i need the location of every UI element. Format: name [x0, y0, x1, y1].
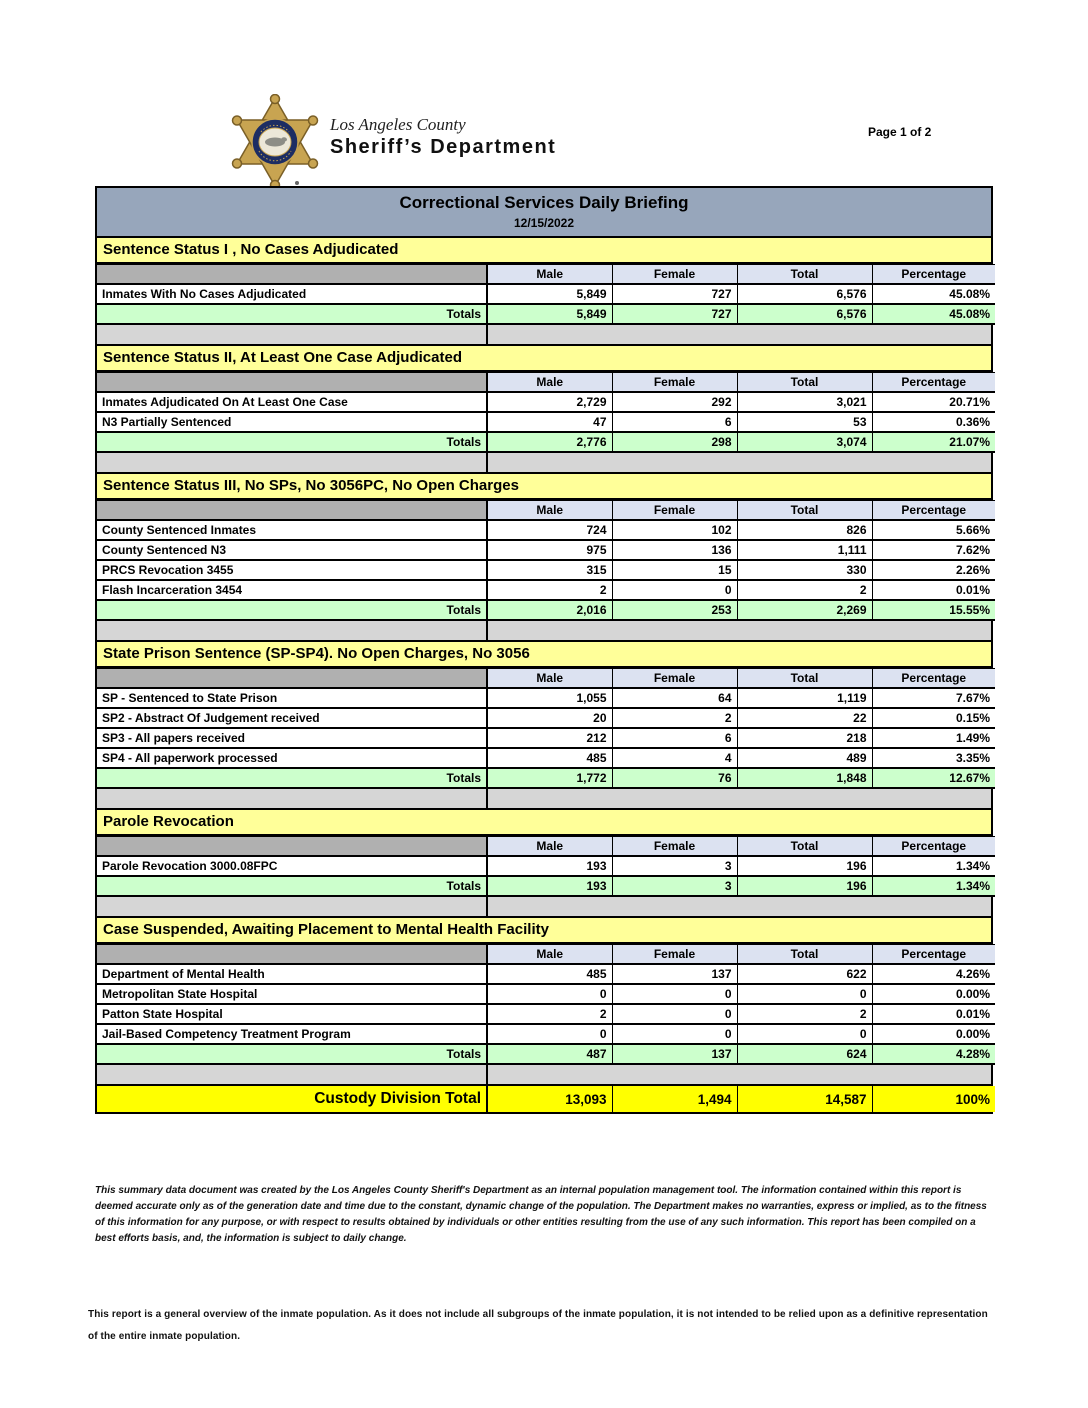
data-row: [97, 964, 995, 984]
column-header-female: Female: [612, 945, 737, 965]
male-value-cell: 485: [487, 748, 612, 768]
totals-female-cell: 76: [612, 768, 737, 788]
column-header-percentage: Percentage: [872, 373, 995, 393]
brand-department-label: Sheriff’s Department: [330, 135, 557, 158]
total-value-cell: 622: [737, 964, 872, 984]
total-value-cell: 1,111: [737, 540, 872, 560]
totals-row: [97, 1044, 995, 1064]
female-value-cell: 0: [612, 580, 737, 600]
totals-row: [97, 876, 995, 896]
data-row: [97, 748, 995, 768]
column-header-male: Male: [487, 837, 612, 857]
row-label-cell: SP3 - All papers received: [97, 728, 487, 748]
total-value-cell: 196: [737, 856, 872, 876]
report-title-band: [97, 188, 991, 238]
female-value-cell: 727: [612, 284, 737, 304]
section-header: Case Suspended, Awaiting Placement to Mental Health Facility: [97, 918, 991, 944]
disclaimer-text: This summary data document was created by the Los Angeles County Sheriff's Department as an internal population management tool. The information contained within this report is deemed accurate only as of the generation date and time due to the constant, dynamic change of the population. The Department makes no warranties, express or implied, as to the fitness of this information for any purpose, or with respect to results obtained by individuals or other entities resulting from the use of any such information. This report has been compiled on a best efforts basis, and, the information is subject to daily change.: [95, 1185, 987, 1244]
total-value-cell: 330: [737, 560, 872, 580]
percentage-value-cell: 0.15%: [872, 708, 995, 728]
totals-male-cell: 487: [487, 1044, 612, 1064]
column-header-total: Total: [737, 837, 872, 857]
row-label-cell: Metropolitan State Hospital: [97, 984, 487, 1004]
totals-total-cell: 2,269: [737, 600, 872, 620]
totals-female-cell: 253: [612, 600, 737, 620]
male-value-cell: 193: [487, 856, 612, 876]
female-value-cell: 0: [612, 984, 737, 1004]
male-value-cell: 0: [487, 1024, 612, 1044]
total-value-cell: 2: [737, 1004, 872, 1024]
column-header-percentage: Percentage: [872, 669, 995, 689]
male-value-cell: 20: [487, 708, 612, 728]
custody-total-label: Custody Division Total: [97, 1086, 487, 1112]
totals-male-cell: 2,016: [487, 600, 612, 620]
sections-container: [97, 238, 991, 1086]
column-header-row: [97, 501, 995, 521]
total-value-cell: 1,119: [737, 688, 872, 708]
totals-female-cell: 137: [612, 1044, 737, 1064]
totals-female-cell: 298: [612, 432, 737, 452]
column-header-female: Female: [612, 265, 737, 285]
totals-male-cell: 1,772: [487, 768, 612, 788]
female-value-cell: 102: [612, 520, 737, 540]
column-header-total: Total: [737, 501, 872, 521]
section-sentence-status-iii-no-sps-no-3056pc-no-open-charges: [97, 474, 991, 642]
male-value-cell: 5,849: [487, 284, 612, 304]
section-header: State Prison Sentence (SP-SP4). No Open Charges, No 3056: [97, 642, 991, 668]
row-label-cell: County Sentenced Inmates: [97, 520, 487, 540]
totals-percentage-cell: 21.07%: [872, 432, 995, 452]
row-label-cell: Flash Incarceration 3454: [97, 580, 487, 600]
female-value-cell: 292: [612, 392, 737, 412]
row-label-cell: N3 Partially Sentenced: [97, 412, 487, 432]
column-header-row: [97, 373, 995, 393]
male-value-cell: 975: [487, 540, 612, 560]
column-header-male: Male: [487, 373, 612, 393]
totals-male-cell: 2,776: [487, 432, 612, 452]
section-spacer: [97, 1065, 991, 1086]
total-value-cell: 489: [737, 748, 872, 768]
female-value-cell: 0: [612, 1004, 737, 1024]
female-value-cell: 6: [612, 412, 737, 432]
percentage-value-cell: 7.67%: [872, 688, 995, 708]
data-row: [97, 412, 995, 432]
total-value-cell: 0: [737, 1024, 872, 1044]
percentage-value-cell: 1.34%: [872, 856, 995, 876]
footer-note: This report is a general overview of the inmate population. As it does not include all subgroups of the inmate population, it is not intended to be relied upon as a definitive representation of the entire inmate population.: [88, 1309, 988, 1342]
percentage-value-cell: 4.26%: [872, 964, 995, 984]
column-header-male: Male: [487, 265, 612, 285]
data-row: [97, 1004, 995, 1024]
section-table: [97, 944, 995, 1065]
totals-total-cell: 3,074: [737, 432, 872, 452]
column-header-row: [97, 669, 995, 689]
total-value-cell: 826: [737, 520, 872, 540]
column-header-percentage: Percentage: [872, 837, 995, 857]
percentage-value-cell: 5.66%: [872, 520, 995, 540]
totals-total-cell: 6,576: [737, 304, 872, 324]
data-row: [97, 1024, 995, 1044]
column-header-male: Male: [487, 945, 612, 965]
female-value-cell: 0: [612, 1024, 737, 1044]
custody-total-total: 14,587: [737, 1086, 872, 1112]
female-value-cell: 4: [612, 748, 737, 768]
totals-female-cell: 727: [612, 304, 737, 324]
percentage-value-cell: 20.71%: [872, 392, 995, 412]
spacer-divider-line: [486, 789, 488, 808]
spacer-divider-line: [486, 325, 488, 344]
column-header-row: [97, 265, 995, 285]
totals-row: [97, 600, 995, 620]
total-value-cell: 3,021: [737, 392, 872, 412]
data-row: [97, 708, 995, 728]
totals-percentage-cell: 15.55%: [872, 600, 995, 620]
percentage-value-cell: 0.00%: [872, 1024, 995, 1044]
spacer-divider-line: [486, 897, 488, 916]
totals-percentage-cell: 12.67%: [872, 768, 995, 788]
section-table: [97, 836, 995, 897]
totals-label-cell: Totals: [97, 304, 487, 324]
column-header-total: Total: [737, 265, 872, 285]
male-value-cell: 315: [487, 560, 612, 580]
column-header-male: Male: [487, 501, 612, 521]
totals-total-cell: 1,848: [737, 768, 872, 788]
male-value-cell: 485: [487, 964, 612, 984]
data-row: [97, 284, 995, 304]
percentage-value-cell: 0.36%: [872, 412, 995, 432]
column-header-percentage: Percentage: [872, 265, 995, 285]
male-value-cell: 212: [487, 728, 612, 748]
spacer-divider-line: [486, 453, 488, 472]
totals-percentage-cell: 45.08%: [872, 304, 995, 324]
row-label-cell: PRCS Revocation 3455: [97, 560, 487, 580]
spacer-divider-line: [486, 621, 488, 640]
section-header: Sentence Status II, At Least One Case Adjudicated: [97, 346, 991, 372]
data-row: [97, 856, 995, 876]
column-header-blank: [97, 501, 487, 521]
total-value-cell: 218: [737, 728, 872, 748]
female-value-cell: 6: [612, 728, 737, 748]
column-header-total: Total: [737, 945, 872, 965]
section-spacer: [97, 789, 991, 810]
total-value-cell: 22: [737, 708, 872, 728]
section-table: [97, 372, 995, 453]
totals-label-cell: Totals: [97, 432, 487, 452]
totals-label-cell: Totals: [97, 876, 487, 896]
totals-total-cell: 196: [737, 876, 872, 896]
female-value-cell: 3: [612, 856, 737, 876]
female-value-cell: 2: [612, 708, 737, 728]
male-value-cell: 0: [487, 984, 612, 1004]
totals-label-cell: Totals: [97, 1044, 487, 1064]
report-date: 12/15/2022: [513, 216, 575, 230]
total-value-cell: 2: [737, 580, 872, 600]
percentage-value-cell: 2.26%: [872, 560, 995, 580]
male-value-cell: 724: [487, 520, 612, 540]
male-value-cell: 2: [487, 580, 612, 600]
section-table: [97, 500, 995, 621]
spacer-divider-line: [486, 1065, 488, 1084]
totals-row: [97, 768, 995, 788]
percentage-value-cell: 45.08%: [872, 284, 995, 304]
row-label-cell: SP4 - All paperwork processed: [97, 748, 487, 768]
percentage-value-cell: 0.01%: [872, 1004, 995, 1024]
daily-briefing-report: [95, 186, 993, 1114]
column-header-female: Female: [612, 669, 737, 689]
totals-row: [97, 304, 995, 324]
totals-male-cell: 193: [487, 876, 612, 896]
percentage-value-cell: 3.35%: [872, 748, 995, 768]
male-value-cell: 1,055: [487, 688, 612, 708]
totals-label-cell: Totals: [97, 600, 487, 620]
column-header-blank: [97, 265, 487, 285]
data-row: [97, 540, 995, 560]
totals-label-cell: Totals: [97, 768, 487, 788]
data-row: [97, 580, 995, 600]
percentage-value-cell: 0.00%: [872, 984, 995, 1004]
custody-total-female: 1,494: [612, 1086, 737, 1112]
section-spacer: [97, 897, 991, 918]
column-header-female: Female: [612, 501, 737, 521]
section-header: Parole Revocation: [97, 810, 991, 836]
female-value-cell: 15: [612, 560, 737, 580]
sheriff-badge-logo: [225, 94, 325, 190]
totals-percentage-cell: 4.28%: [872, 1044, 995, 1064]
brand-county-label: Los Angeles County: [330, 115, 466, 134]
page-number-label: Page 1 of 2: [868, 125, 932, 139]
column-header-total: Total: [737, 669, 872, 689]
female-value-cell: 136: [612, 540, 737, 560]
custody-total-percentage: 100%: [872, 1086, 995, 1112]
male-value-cell: 2: [487, 1004, 612, 1024]
totals-row: [97, 432, 995, 452]
column-header-row: [97, 837, 995, 857]
male-value-cell: 2,729: [487, 392, 612, 412]
row-label-cell: Jail-Based Competency Treatment Program: [97, 1024, 487, 1044]
section-parole-revocation: [97, 810, 991, 918]
totals-female-cell: 3: [612, 876, 737, 896]
column-header-male: Male: [487, 669, 612, 689]
row-label-cell: County Sentenced N3: [97, 540, 487, 560]
section-table: [97, 264, 995, 325]
percentage-value-cell: 7.62%: [872, 540, 995, 560]
section-spacer: [97, 325, 991, 346]
section-case-suspended-awaiting-placement-to-mental-health-facility: [97, 918, 991, 1086]
column-header-row: [97, 945, 995, 965]
section-header: Sentence Status III, No SPs, No 3056PC, No Open Charges: [97, 474, 991, 500]
column-header-blank: [97, 837, 487, 857]
section-state-prison-sentence-sp-sp4-no-open-charges-no-3056: [97, 642, 991, 810]
section-sentence-status-i-no-cases-adjudicated: [97, 238, 991, 346]
totals-percentage-cell: 1.34%: [872, 876, 995, 896]
total-value-cell: 53: [737, 412, 872, 432]
column-header-female: Female: [612, 837, 737, 857]
data-row: [97, 392, 995, 412]
section-sentence-status-ii-at-least-one-case-adjudicated: [97, 346, 991, 474]
section-spacer: [97, 621, 991, 642]
row-label-cell: Parole Revocation 3000.08FPC: [97, 856, 487, 876]
section-table: [97, 668, 995, 789]
custody-total-male: 13,093: [487, 1086, 612, 1112]
row-label-cell: Department of Mental Health: [97, 964, 487, 984]
section-header: Sentence Status I , No Cases Adjudicated: [97, 238, 991, 264]
column-header-blank: [97, 373, 487, 393]
row-label-cell: Inmates Adjudicated On At Least One Case: [97, 392, 487, 412]
row-label-cell: Patton State Hospital: [97, 1004, 487, 1024]
data-row: [97, 520, 995, 540]
percentage-value-cell: 1.49%: [872, 728, 995, 748]
total-value-cell: 6,576: [737, 284, 872, 304]
percentage-value-cell: 0.01%: [872, 580, 995, 600]
column-header-percentage: Percentage: [872, 501, 995, 521]
data-row: [97, 688, 995, 708]
row-label-cell: SP - Sentenced to State Prison: [97, 688, 487, 708]
column-header-blank: [97, 945, 487, 965]
female-value-cell: 64: [612, 688, 737, 708]
column-header-total: Total: [737, 373, 872, 393]
row-label-cell: SP2 - Abstract Of Judgement received: [97, 708, 487, 728]
report-title: Correctional Services Daily Briefing: [399, 193, 689, 212]
column-header-female: Female: [612, 373, 737, 393]
female-value-cell: 137: [612, 964, 737, 984]
brand-text: [330, 116, 556, 158]
column-header-blank: [97, 669, 487, 689]
section-spacer: [97, 453, 991, 474]
data-row: [97, 984, 995, 1004]
data-row: [97, 728, 995, 748]
total-value-cell: 0: [737, 984, 872, 1004]
row-label-cell: Inmates With No Cases Adjudicated: [97, 284, 487, 304]
totals-male-cell: 5,849: [487, 304, 612, 324]
custody-division-total-row: [97, 1086, 995, 1112]
column-header-percentage: Percentage: [872, 945, 995, 965]
totals-total-cell: 624: [737, 1044, 872, 1064]
data-row: [97, 560, 995, 580]
male-value-cell: 47: [487, 412, 612, 432]
sheriff-star-icon: [225, 94, 325, 190]
